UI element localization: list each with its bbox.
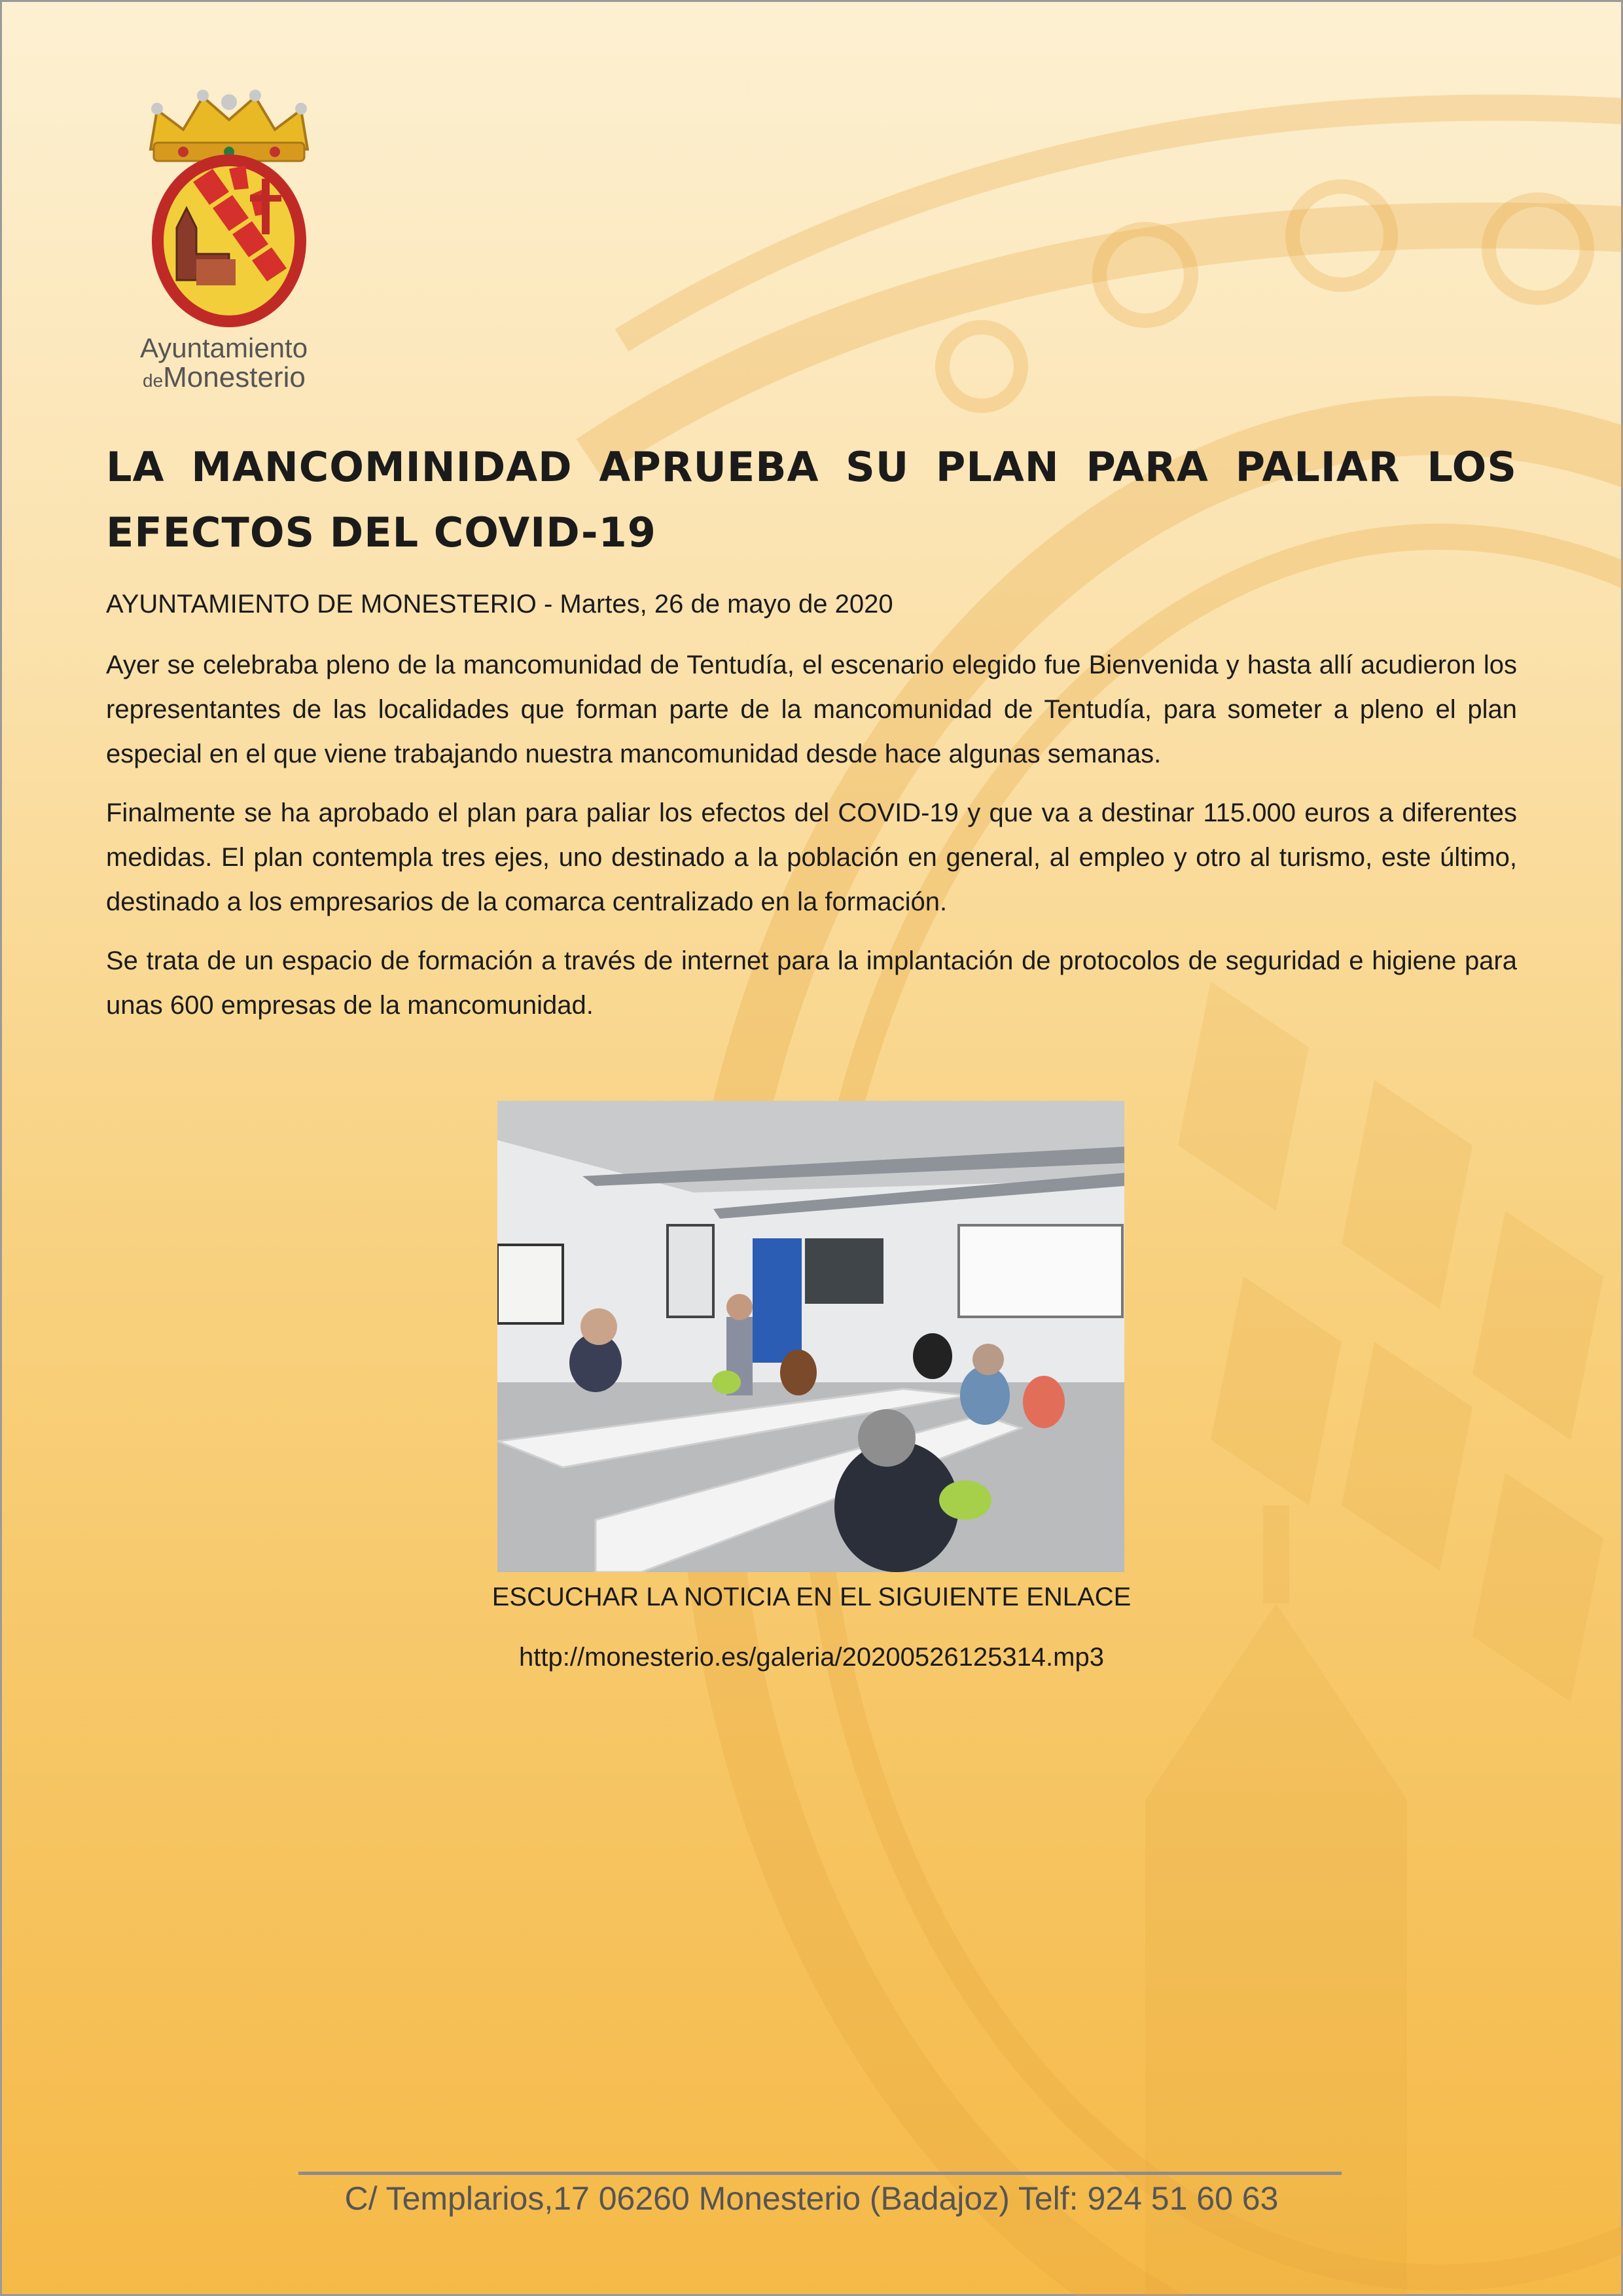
article-paragraph: Ayer se celebraba pleno de la mancomunidad de Tentudía, el escenario elegido fue Bienvenida y hasta allí acudieron los representantes de las localidades que forman parte de la mancomunidad de Tentudía, para someter a pleno el plan especial en el que viene trabajando nuestra mancomunidad desde hace algunas semanas. [106, 651, 1517, 768]
municipality-logo [131, 84, 327, 394]
logo-text: Ayuntamiento deMonesterio [140, 332, 308, 394]
meeting-photo [497, 1101, 1124, 1572]
audio-link[interactable]: http://monesterio.es/galeria/20200526125314.mp3 [519, 1643, 1104, 1672]
footer-address: C/ Templarios,17 06260 Monesterio (Badajoz) Telf: 924 51 60 63 [344, 2180, 1279, 2217]
article-title: LA MANCOMINIDAD APRUEBA SU PLAN PARA PALIAR LOS EFECTOS DEL COVID-19 [106, 443, 1517, 556]
coat-of-arms-icon [131, 84, 327, 346]
meeting-room-illustration [497, 1101, 1124, 1572]
article-paragraph: Se trata de un espacio de formación a través de internet para la implantación de protocolos de seguridad e higiene para unas 600 empresas de la mancomunidad. [106, 946, 1517, 1020]
footer-divider [298, 2172, 1342, 2175]
article-byline: AYUNTAMIENTO DE MONESTERIO - Martes, 26 de mayo de 2020 [106, 590, 893, 619]
article-paragraph: Finalmente se ha aprobado el plan para paliar los efectos del COVID-19 y que va a destinar 115.000 euros a diferentes medidas. El plan contempla tres ejes, uno destinado a la población en general, al empleo y otro al turismo, este último, destinado a los empresarios de la comarca centralizado en la formación. [106, 798, 1517, 916]
listen-label: ESCUCHAR LA NOTICIA EN EL SIGUIENTE ENLACE [491, 1583, 1132, 1611]
